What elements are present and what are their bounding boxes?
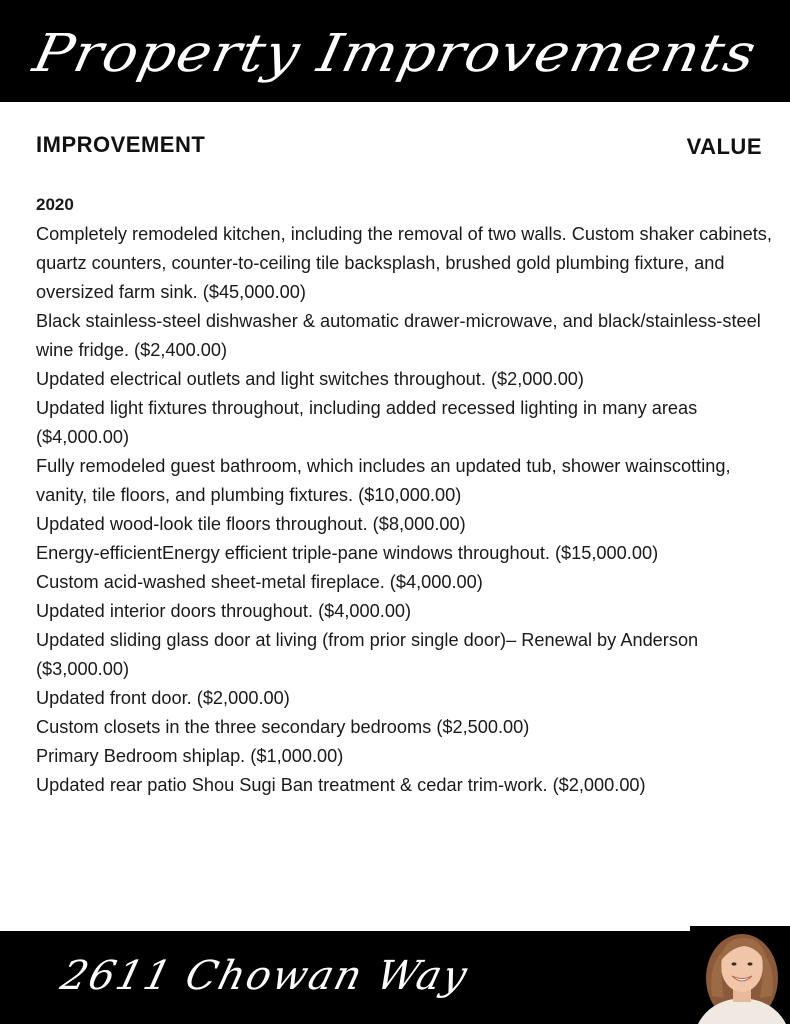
list-item: Energy-efficientEnergy efficient triple-pane windows throughout. ($15,000.00) — [36, 543, 659, 563]
list-item: Updated wood-look tile floors throughout. ($8,000.00) — [36, 514, 466, 534]
list-item: Updated light fixtures throughout, including added recessed lighting in many areas ($4,000.00) — [36, 398, 698, 447]
improvements-list — [36, 192, 776, 800]
year-heading: 2020 — [36, 195, 74, 214]
value-column-header: VALUE — [686, 134, 762, 159]
improvement-column-header: IMPROVEMENT — [36, 132, 206, 157]
agent-portrait-photo-icon — [690, 926, 790, 1024]
list-item: Fully remodeled guest bathroom, which includes an updated tub, shower wainscotting, vanity, tile floors, and plumbing fixtures. ($10,000.00) — [36, 456, 731, 505]
list-item: Updated electrical outlets and light switches throughout. ($2,000.00) — [36, 369, 584, 389]
list-item: Updated rear patio Shou Sugi Ban treatment & cedar trim-work. ($2,000.00) — [36, 775, 646, 795]
list-item: Completely remodeled kitchen, including the removal of two walls. Custom shaker cabinets, quartz counters, counter-to-ceiling tile backsplash, brushed gold plumbing fixture, and oversized farm sink. ($45,000.00) — [36, 224, 772, 302]
property-address: 2611 Chowan Way — [56, 953, 474, 999]
list-item: Custom acid-washed sheet-metal fireplace. ($4,000.00) — [36, 572, 483, 592]
list-item: Updated interior doors throughout. ($4,000.00) — [36, 601, 412, 621]
list-item: Updated front door. ($2,000.00) — [36, 688, 290, 708]
list-item: Custom closets in the three secondary bedrooms ($2,500.00) — [36, 717, 530, 737]
list-item: Primary Bedroom shiplap. ($1,000.00) — [36, 746, 344, 766]
list-item: Updated sliding glass door at living (from prior single door)– Renewal by Anderson ($3,000.00) — [36, 630, 699, 679]
page-title: Property Improvements — [28, 22, 762, 84]
list-item: Black stainless-steel dishwasher & automatic drawer-microwave, and black/stainless-steel wine fridge. ($2,400.00) — [36, 311, 761, 360]
